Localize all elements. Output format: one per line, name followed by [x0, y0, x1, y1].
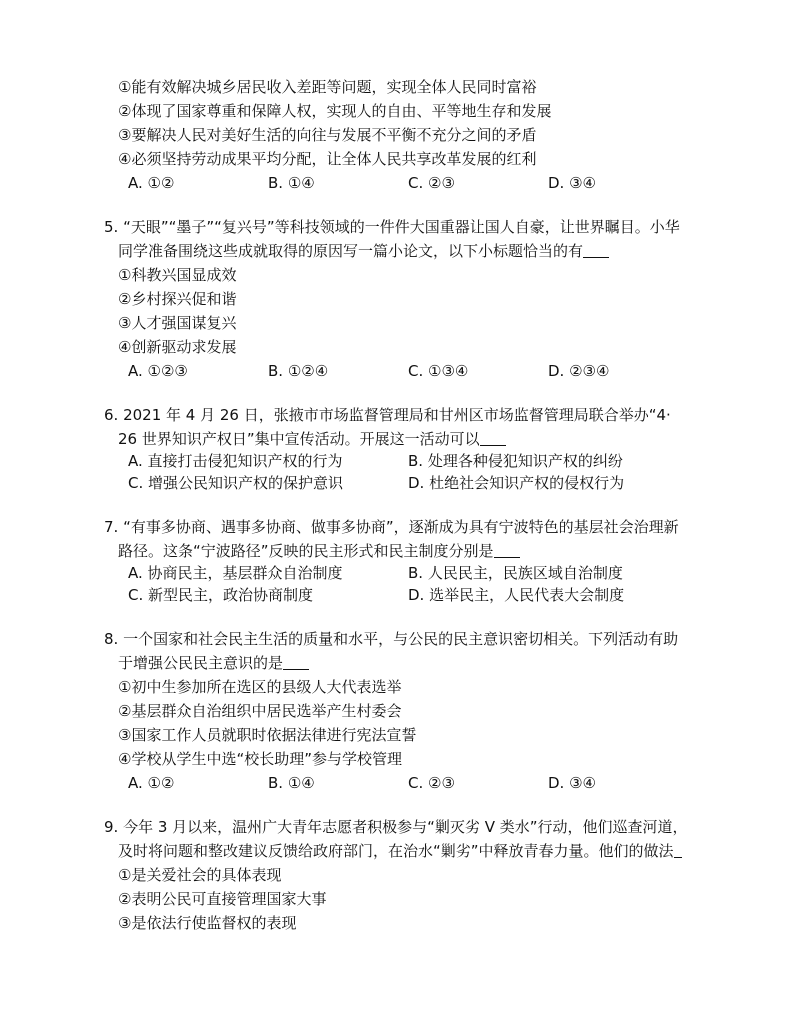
option-a[interactable]: A. 协商民主，基层群众自治制度	[128, 564, 343, 582]
q6-options-row1	[118, 450, 698, 472]
option-d[interactable]: D. ③④	[548, 774, 596, 792]
statement-4: ④必须坚持劳动成果平均分配，让全体人民共享改革发展的红利	[118, 150, 537, 168]
question-9-stem-line1: 9. 今年 3 月以来，温州广大青年志愿者积极参与“剿灭劣 V 类水”行动，他们巡查河道，	[104, 818, 688, 836]
question-7-stem-line1: 7. “有事多协商、遇事多协商、做事多协商”，逐渐成为具有宁波特色的基层社会治理新	[104, 518, 679, 536]
option-c[interactable]: C. ②③	[408, 174, 455, 192]
option-a[interactable]: A. ①②③	[128, 362, 188, 380]
option-b[interactable]: B. ①②④	[268, 362, 329, 380]
option-d[interactable]: D. ③④	[548, 174, 596, 192]
q8-statement-4: ④学校从学生中选“校长助理”参与学校管理	[118, 750, 402, 768]
q9-statement-3: ③是依法行使监督权的表现	[118, 914, 297, 932]
q9-statement-1: ①是关爱社会的具体表现	[118, 866, 282, 884]
q8-statement-1: ①初中生参加所在选区的县级人大代表选举	[118, 678, 402, 696]
option-a[interactable]: A. ①②	[128, 174, 175, 192]
option-a[interactable]: A. ①②	[128, 774, 175, 792]
answer-blank	[283, 654, 309, 670]
question-5-stem-line2: 同学准备围绕这些成就取得的原因写一篇小论文，以下小标题恰当的有	[118, 240, 609, 262]
q5-statement-4: ④创新驱动求发展	[118, 338, 237, 356]
question-7-stem-line2: 路径。这条“宁波路径”反映的民主形式和民主制度分别是	[118, 540, 520, 562]
statement-2: ②体现了国家尊重和保障人权，实现人的自由、平等地生存和发展	[118, 102, 552, 120]
question-8-stem-line1: 8. 一个国家和社会民主生活的质量和水平，与公民的民主意识密切相关。下列活动有助	[104, 630, 679, 648]
q7-options-row1	[118, 562, 698, 584]
statement-1: ①能有效解决城乡居民收入差距等问题，实现全体人民同时富裕	[118, 78, 537, 96]
q7-options-row2	[118, 584, 698, 606]
question-5-stem-line1: 5. “天眼”“墨子”“复兴号”等科技领域的一件件大国重器让国人自豪，让世界瞩目。小华	[104, 218, 680, 236]
option-b[interactable]: B. 人民民主，民族区域自治制度	[408, 564, 623, 582]
option-c[interactable]: C. ②③	[408, 774, 455, 792]
answer-blank	[494, 542, 520, 558]
option-c[interactable]: C. 新型民主，政治协商制度	[128, 586, 314, 604]
q8-statement-2: ②基层群众自治组织中居民选举产生村委会	[118, 702, 402, 720]
q9-statement-2: ②表明公民可直接管理国家大事	[118, 890, 327, 908]
q5-answer-options	[118, 360, 698, 382]
question-6-stem-line2: 26 世界知识产权日”集中宣传活动。开展这一活动可以	[118, 428, 506, 450]
question-6-stem-line1: 6. 2021 年 4 月 26 日，张掖市市场监督管理局和甘州区市场监督管理局联合举办“4·	[104, 406, 671, 424]
q5-statement-2: ②乡村探兴促和谐	[118, 290, 237, 308]
option-d[interactable]: D. 杜绝社会知识产权的侵权行为	[408, 474, 625, 492]
question-8-stem-line2: 于增强公民民主意识的是	[118, 652, 309, 674]
option-b[interactable]: B. 处理各种侵犯知识产权的纠纷	[408, 452, 623, 470]
q8-answer-options	[118, 772, 698, 794]
q6-options-row2	[118, 472, 698, 494]
statement-3: ③要解决人民对美好生活的向往与发展不平衡不充分之间的矛盾	[118, 126, 537, 144]
option-d[interactable]: D. 选举民主，人民代表大会制度	[408, 586, 625, 604]
question-9-stem-line2: 及时将问题和整改建议反馈给政府部门，在治水“剿劣”中释放青春力量。他们的做法	[118, 840, 682, 862]
option-b[interactable]: B. ①④	[268, 174, 315, 192]
option-c[interactable]: C. 增强公民知识产权的保护意识	[128, 474, 344, 492]
option-a[interactable]: A. 直接打击侵犯知识产权的行为	[128, 452, 343, 470]
answer-options	[118, 172, 698, 194]
option-b[interactable]: B. ①④	[268, 774, 315, 792]
answer-blank	[674, 842, 682, 858]
q5-statement-1: ①科教兴国显成效	[118, 266, 237, 284]
q8-statement-3: ③国家工作人员就职时依据法律进行宪法宣誓	[118, 726, 417, 744]
option-c[interactable]: C. ①③④	[408, 362, 469, 380]
option-d[interactable]: D. ②③④	[548, 362, 610, 380]
answer-blank	[480, 430, 506, 446]
answer-blank	[583, 242, 609, 258]
q5-statement-3: ③人才强国谋复兴	[118, 314, 237, 332]
